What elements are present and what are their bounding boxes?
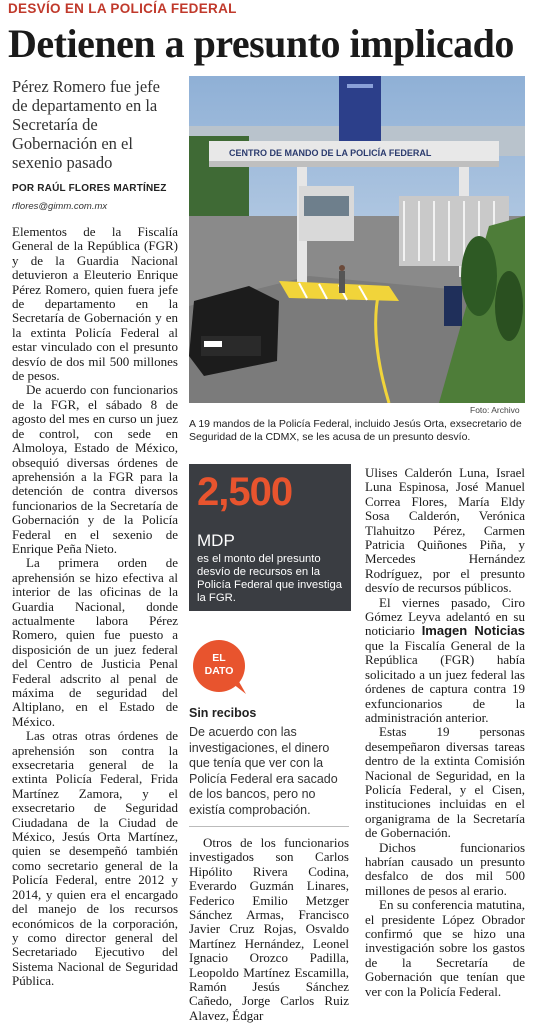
el-dato-label-line1: EL — [212, 652, 226, 664]
paragraph-text: que la Fiscalía General de la República (FGR) había solicitado a un juez federal las órdenes de captura contra 19 exfuncionarios de la administración anterior. — [365, 637, 525, 725]
paragraph — [365, 596, 525, 726]
program-name: Imagen Noticias — [421, 623, 525, 639]
paragraph: Las otras otras órdenes de aprehensión son contra la exsecretaria general de la extinta Policía Federal, Frida Martínez Zamora, y el exsecretario de Seguridad Ciudadana de la Ciudad de México, Jesús Orta Martínez, quien se desempeñó también como secretario general de la Policía Federal, entre 2012 y 2014, y quien era el encargado del manejo de los recursos económicos de la corporación, y como director general del Secretariado Ejecutivo del Sistema Nacional de Seguridad Pública. — [12, 728, 178, 989]
building-sign: CENTRO DE MANDO DE LA POLICÍA FEDERAL — [229, 148, 432, 158]
sidebar-text: De acuerdo con las investigaciones, el dinero que tenía que ver con la Policía Federal era sacado de los bancos, pero no existía comprobación. — [189, 725, 338, 817]
divider — [189, 826, 349, 827]
stat-number: 2,500 — [197, 470, 293, 514]
paragraph: La primera orden de aprehensión se hizo efectiva al interior de las oficinas de la Guardia Nacional, donde actualmente labora Pérez Romero, quien fue puesto a disposición de un juez federal del Centro de Justicia Penal Federal adscrito al penal de máxima de seguridad del Altiplano, en el Estado de México. — [12, 555, 178, 729]
paragraph: De acuerdo con funcionarios de la FGR, el sábado 8 de agosto del mes en curso un juez de control, con sede en Almoloya, Estado de México, obsequió diversas órdenes de aprehensión a la FGR para la detención de contra diversos funcionarios de la Secretaría de Gobernación y de la Policía Federal en el sexenio de Enrique Peña Nieto. — [12, 382, 178, 556]
byline: POR RAÚL FLORES MARTÍNEZ — [12, 183, 167, 194]
stat-box — [189, 464, 351, 611]
section-label: DESVÍO EN LA POLICÍA FEDERAL — [8, 1, 237, 16]
article-column-1 — [12, 225, 178, 989]
paragraph: Otros de los funcionarios investigados son Carlos Hipólito Rivera Codina, Everardo Guzmán Linares, Federico Emilio Metzger Sánchez Armas, Francisco Javier Cruz Rojas, Osvaldo Martínez Hernández, Leonel Ignacio Orozco Padilla, Leopoldo Martínez Escamilla, Ramón Jesús Sánchez Cañedo, Jorge Carlos Ruiz Alavez, Édgar — [189, 835, 349, 1023]
paragraph: Ulises Calderón Luna, Israel Luna Espinosa, José Manuel Correa Flores, María Eldy Sosa Calderón, Verónica Tlahuitzo Pérez, Carmen Patricia Quiñones Piña, y Mercedes Hernández Rodríguez, por el presunto desvío de recursos públicos. — [365, 465, 525, 596]
speech-bubble-tail-icon — [228, 680, 248, 696]
paragraph: Elementos de la Fiscalía General de la República (FGR) y de la Guardia Nacional detuvieron a Eleuterio Enrique Pérez Romero, quien fuera jefe de departamento en la Secretaría de Gobernación y en la extinta Policía Federal al estar vinculado con el presunto desvío de dos mil 500 millones de pesos. — [12, 224, 178, 384]
article-column-3 — [365, 466, 525, 999]
photo-caption: A 19 mandos de la Policía Federal, incluido Jesús Orta, exsecretario de Seguridad de la CDMX, se les acusa de un presunto desvío. — [189, 418, 522, 443]
paragraph: En su conferencia matutina, el presidente López Obrador confirmó que se hizo una investigación sobre los gastos de la Secretaría de Gobernación que tenían que ver con la Policía Federal. — [365, 897, 525, 999]
author-email[interactable]: rflores@gimm.com.mx — [12, 201, 108, 212]
headline: Detienen a presunto implicado — [8, 21, 514, 66]
paragraph-text: El viernes pasado, Ciro Gómez Leyva adelantó en su noticiario — [365, 594, 525, 639]
el-dato-label-line2: DATO — [204, 665, 234, 677]
deck-subheadline: Pérez Romero fue jefe de departamento en la Secretaría de Gobernación en el sexenio pasado — [12, 77, 160, 172]
paragraph: Estas 19 personas desempeñaron diversas tareas dentro de la extinta Comisión Nacional de Seguridad, en la Policía Federal, y el Cisen, instituciones incluidas en el organigrama de la Secretaría de Gobernación. — [365, 724, 525, 841]
el-dato-label — [193, 652, 245, 678]
photo-credit: Foto: Archivo — [470, 405, 520, 415]
federal-police-building-illustration — [189, 76, 525, 403]
stat-unit: MDP — [197, 531, 235, 550]
sidebar-title: Sin recibos — [189, 706, 257, 720]
paragraph: Dichos funcionarios habrían causado un presunto desfalco de dos mil 500 millones de pesos al erario. — [365, 839, 525, 898]
stat-description: es el monto del presunto desvío de recursos en la Policía Federal que investiga la FGR. — [197, 553, 343, 604]
news-photo — [189, 76, 525, 403]
article-column-2 — [189, 836, 349, 1023]
